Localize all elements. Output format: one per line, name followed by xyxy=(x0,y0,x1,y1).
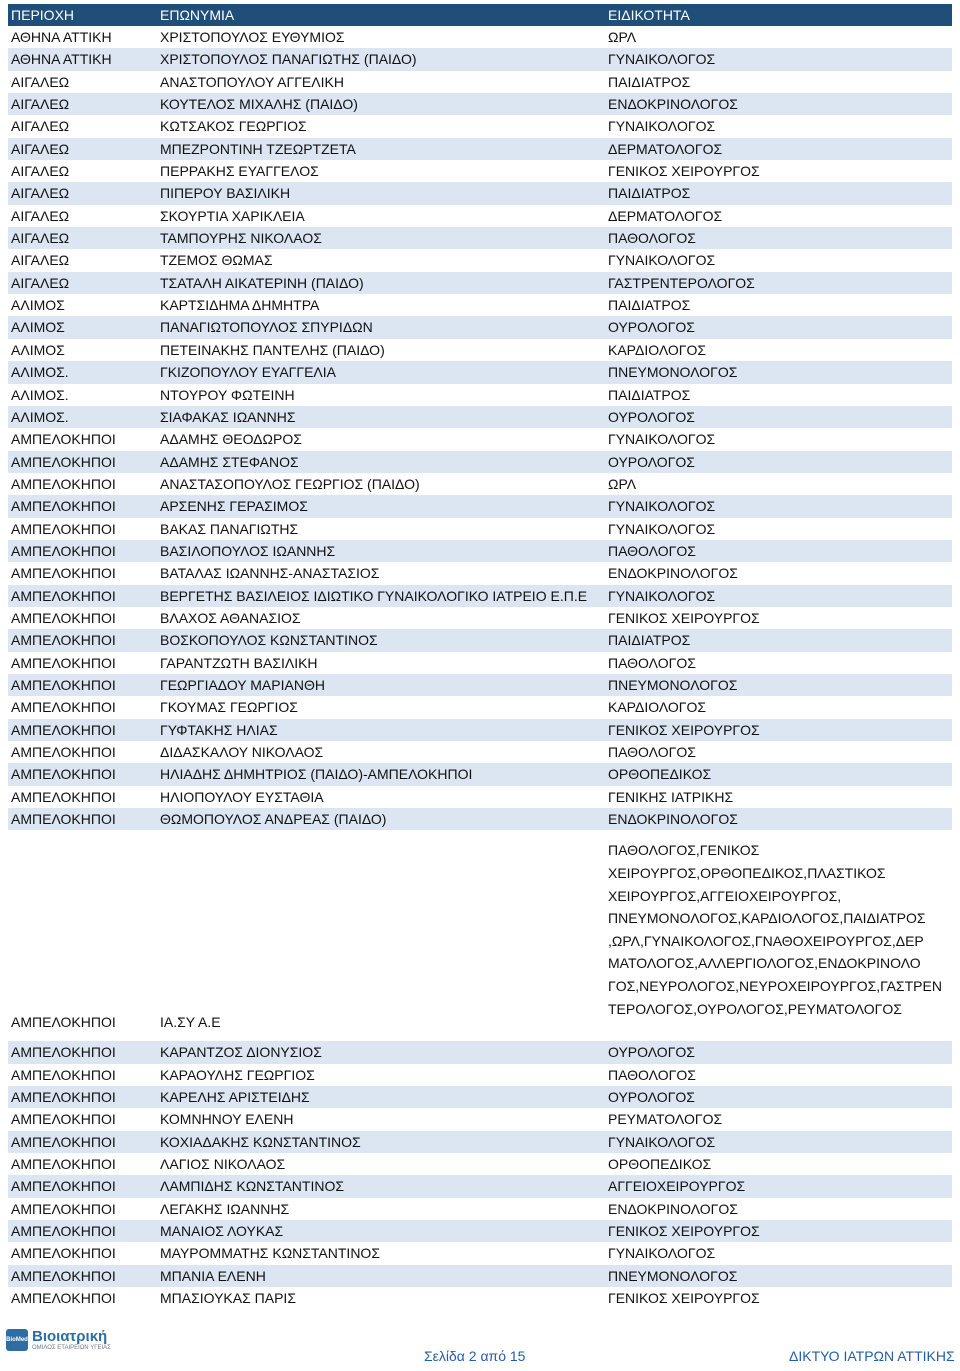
cell-name: ΛΑΓΙΟΣ ΝΙΚΟΛΑΟΣ xyxy=(160,1156,286,1173)
cell-specialty: ΠΑΘΟΛΟΓΟΣ xyxy=(608,542,696,559)
cell-name: ΘΩΜΟΠΟΥΛΟΣ ΑΝΔΡΕΑΣ (ΠΑΙΔΟ) xyxy=(160,811,387,828)
cell-area: ΑΜΠΕΛΟΚΗΠΟΙ xyxy=(11,1290,116,1307)
cell-name: ΚΑΡΑΟΥΛΗΣ ΓΕΩΡΓΙΟΣ xyxy=(160,1066,315,1083)
cell-area: ΑΜΠΕΛΟΚΗΠΟΙ xyxy=(11,1178,116,1195)
cell-name: ΚΟΧΙΑΔΑΚΗΣ ΚΩΝΣΤΑΝΤΙΝΟΣ xyxy=(160,1133,361,1150)
cell-specialty: ΩΡΛ xyxy=(608,475,637,492)
cell-specialty: ΕΝΔΟΚΡΙΝΟΛΟΓΟΣ xyxy=(608,1200,738,1217)
table-row xyxy=(8,205,952,227)
cell-area: ΑΙΓΑΛΕΩ xyxy=(11,185,70,202)
table-row xyxy=(8,1220,952,1242)
cell-specialty: ΠΑΘΟΛΟΓΟΣ xyxy=(608,654,696,671)
table-row xyxy=(8,1175,952,1197)
cell-area: ΑΛΙΜΟΣ. xyxy=(11,408,69,425)
cell-specialty: ΠΝΕΥΜΟΝΟΛΟΓΟΣ xyxy=(608,364,738,381)
cell-area: ΑΜΠΕΛΟΚΗΠΟΙ xyxy=(11,565,116,582)
cell-area: ΑΙΓΑΛΕΩ xyxy=(11,73,70,90)
cell-specialty: ΓΕΝΙΚΟΣ ΧΕΙΡΟΥΡΓΟΣ xyxy=(608,1223,760,1240)
table-body-bottom xyxy=(8,1041,952,1309)
cell-specialty: ΠΑΙΔΙΑΤΡΟΣ xyxy=(608,185,691,202)
cell-name: ΝΤΟΥΡΟΥ ΦΩΤΕΙΝΗ xyxy=(160,386,295,403)
table-row xyxy=(8,652,952,674)
table-row xyxy=(8,227,952,249)
header-name: ΕΠΩΝΥΜΙΑ xyxy=(160,7,235,23)
cell-name: ΒΑΚΑΣ ΠΑΝΑΓΙΩΤΗΣ xyxy=(160,520,299,537)
cell-area: ΑΜΠΕΛΟΚΗΠΟΙ xyxy=(11,587,116,604)
table-row xyxy=(8,585,952,607)
cell-area: ΑΙΓΑΛΕΩ xyxy=(11,230,70,247)
cell-specialty: ΔΕΡΜΑΤΟΛΟΓΟΣ xyxy=(608,140,723,157)
cell-specialty: ΓΥΝΑΙΚΟΛΟΓΟΣ xyxy=(608,520,716,537)
cell-name: ΤΑΜΠΟΥΡΗΣ ΝΙΚΟΛΑΟΣ xyxy=(160,230,322,247)
specialty-line: ΧΕΙΡΟΥΡΓΟΣ,ΑΓΓΕΙΟΧΕΙΡΟΥΡΓΟΣ, xyxy=(608,887,842,904)
cell-name: ΒΑΣΙΛΟΠΟΥΛΟΣ ΙΩΑΝΝΗΣ xyxy=(160,542,336,559)
cell-area: ΑΜΠΕΛΟΚΗΠΟΙ xyxy=(11,498,116,515)
cell-name: ΜΠΑΣΙΟΥΚΑΣ ΠΑΡΙΣ xyxy=(160,1290,296,1307)
cell-specialty: ΓΥΝΑΙΚΟΛΟΓΟΣ xyxy=(608,252,716,269)
table-row xyxy=(8,115,952,137)
cell-area: ΑΜΠΕΛΟΚΗΠΟΙ xyxy=(11,1245,116,1262)
table-header xyxy=(8,4,952,26)
table-row xyxy=(8,1041,952,1063)
cell-area: ΑΜΠΕΛΟΚΗΠΟΙ xyxy=(11,542,116,559)
cell-name: ΓΕΩΡΓΙΑΔΟΥ ΜΑΡΙΑΝΘΗ xyxy=(160,676,325,693)
table-row xyxy=(8,786,952,808)
cell-specialty: ΠΑΘΟΛΟΓΟΣ xyxy=(608,1066,696,1083)
cell-name: ΚΩΤΣΑΚΟΣ ΓΕΩΡΓΙΟΣ xyxy=(160,118,307,135)
cell-name: ΗΛΙΑΔΗΣ ΔΗΜΗΤΡΙΟΣ (ΠΑΙΔΟ)-ΑΜΠΕΛΟΚΗΠΟΙ xyxy=(160,766,473,783)
table-row xyxy=(8,138,952,160)
cell-name: ΑΡΣΕΝΗΣ ΓΕΡΑΣΙΜΟΣ xyxy=(160,498,308,515)
cell-specialty: ΔΕΡΜΑΤΟΛΟΓΟΣ xyxy=(608,207,723,224)
table-row xyxy=(8,629,952,651)
logo-name: Βιοιατρική xyxy=(32,1328,108,1345)
cell-name: ΠΕΡΡΑΚΗΣ ΕΥΑΓΓΕΛΟΣ xyxy=(160,163,319,180)
cell-name: ΒΕΡΓΕΤΗΣ ΒΑΣΙΛΕΙΟΣ ΙΔΙΩΤΙΚΟ ΓΥΝΑΙΚΟΛΟΓΙΚΟ ΙΑΤΡΕΙΟ Ε.Π.Ε xyxy=(160,587,588,604)
cell-specialty: ΓΥΝΑΙΚΟΛΟΓΟΣ xyxy=(608,1245,716,1262)
table-row xyxy=(8,1086,952,1108)
cell-area: ΑΜΠΕΛΟΚΗΠΟΙ xyxy=(11,676,116,693)
cell-specialty: ΓΕΝΙΚΟΣ ΧΕΙΡΟΥΡΓΟΣ xyxy=(608,609,760,626)
table-row xyxy=(8,473,952,495)
cell-name: ΜΑΝΑΙΟΣ ΛΟΥΚΑΣ xyxy=(160,1223,284,1240)
cell-specialty: ΟΥΡΟΛΟΓΟΣ xyxy=(608,1089,695,1106)
logo xyxy=(6,1328,111,1351)
cell-area: ΑΜΠΕΛΟΚΗΠΟΙ xyxy=(11,1267,116,1284)
cell-area: ΑΜΠΕΛΟΚΗΠΟΙ xyxy=(11,1089,116,1106)
cell-area: ΑΙΓΑΛΕΩ xyxy=(11,140,70,157)
cell-area: ΑΜΠΕΛΟΚΗΠΟΙ xyxy=(11,744,116,760)
table-row xyxy=(8,1108,952,1130)
cell-specialty: ΓΕΝΙΚΗΣ ΙΑΤΡΙΚΗΣ xyxy=(608,788,734,805)
table-row xyxy=(8,48,952,70)
cell-area: ΑΜΠΕΛΟΚΗΠΟΙ xyxy=(11,699,116,716)
table-row xyxy=(8,1064,952,1086)
table-row xyxy=(8,406,952,428)
cell-specialty: ΠΝΕΥΜΟΝΟΛΟΓΟΣ xyxy=(608,1267,738,1284)
table-row xyxy=(8,182,952,204)
cell-area: ΑΙΓΑΛΕΩ xyxy=(11,96,70,113)
cell-area: ΑΘΗΝΑ ΑΤΤΙΚΗ xyxy=(11,51,112,68)
cell-name: ΓΑΡΑΝΤΖΩΤΗ ΒΑΣΙΛΙΚΗ xyxy=(160,654,318,671)
table-row xyxy=(8,495,952,517)
table-row xyxy=(8,540,952,562)
cell-specialty: ΓΥΝΑΙΚΟΛΟΓΟΣ xyxy=(608,587,716,604)
cell-area: ΑΙΓΑΛΕΩ xyxy=(11,207,70,224)
table-row xyxy=(8,1153,952,1175)
cell-area: ΑΘΗΝΑ ΑΤΤΙΚΗ xyxy=(11,29,112,45)
cell-specialty xyxy=(608,839,942,1020)
table-row xyxy=(8,1198,952,1220)
cell-area: ΑΜΠΕΛΟΚΗΠΟΙ xyxy=(11,721,116,738)
table-row xyxy=(8,719,952,741)
cell-area: ΑΜΠΕΛΟΚΗΠΟΙ xyxy=(11,632,116,649)
cell-specialty: ΓΑΣΤΡΕΝΤΕΡΟΛΟΓΟΣ xyxy=(608,274,755,291)
cell-area: ΑΜΠΕΛΟΚΗΠΟΙ xyxy=(11,453,116,470)
cell-area: ΑΛΙΜΟΣ. xyxy=(11,386,69,403)
table-body-top xyxy=(8,26,952,830)
cell-name: ΜΠΕΖΡΟΝΤΙΝΗ ΤΖΕΩΡΤΖΕΤΑ xyxy=(160,140,356,157)
cell-area: ΑΜΠΕΛΟΚΗΠΟΙ xyxy=(11,609,116,626)
cell-specialty: ΓΥΝΑΙΚΟΛΟΓΟΣ xyxy=(608,118,716,135)
cell-area: ΑΙΓΑΛΕΩ xyxy=(11,118,70,135)
cell-specialty: ΠΑΙΔΙΑΤΡΟΣ xyxy=(608,386,691,403)
cell-name: ΛΑΜΠΙΔΗΣ ΚΩΝΣΤΑΝΤΙΝΟΣ xyxy=(160,1178,344,1195)
cell-area: ΑΛΙΜΟΣ xyxy=(11,297,65,314)
cell-area: ΑΜΠΕΛΟΚΗΠΟΙ xyxy=(11,1200,116,1217)
page-number: Σελίδα 2 από 15 xyxy=(424,1348,526,1364)
cell-area: ΑΜΠΕΛΟΚΗΠΟΙ xyxy=(11,520,116,537)
specialty-line: ΧΕΙΡΟΥΡΓΟΣ,ΟΡΘΟΠΕΔΙΚΟΣ,ΠΛΑΣΤΙΚΟΣ xyxy=(608,864,886,881)
cell-specialty: ΠΑΘΟΛΟΓΟΣ xyxy=(608,230,696,247)
logo-icon: BioMed xyxy=(6,1329,28,1351)
table-row xyxy=(8,1242,952,1264)
cell-name: ΠΑΝΑΓΙΩΤΟΠΟΥΛΟΣ ΣΠΥΡΙΔΩΝ xyxy=(160,319,373,336)
cell-name: ΧΡΙΣΤΟΠΟΥΛΟΣ ΠΑΝΑΓΙΩΤΗΣ (ΠΑΙΔΟ) xyxy=(160,51,417,68)
cell-specialty: ΑΓΓΕΙΟΧΕΙΡΟΥΡΓΟΣ xyxy=(608,1178,746,1195)
cell-area: ΑΜΠΕΛΟΚΗΠΟΙ xyxy=(11,431,116,448)
table-row xyxy=(8,93,952,115)
cell-specialty: ΓΥΝΑΙΚΟΛΟΓΟΣ xyxy=(608,1133,716,1150)
specialty-line: ,ΩΡΛ,ΓΥΝΑΙΚΟΛΟΓΟΣ,ΓΝΑΘΟΧΕΙΡΟΥΡΓΟΣ,ΔΕΡ xyxy=(608,932,924,949)
cell-name: ΗΛΙΟΠΟΥΛΟΥ ΕΥΣΤΑΘΙΑ xyxy=(160,788,324,805)
cell-specialty: ΟΡΘΟΠΕΔΙΚΟΣ xyxy=(608,1156,712,1173)
cell-specialty: ΟΥΡΟΛΟΓΟΣ xyxy=(608,408,695,425)
cell-area: ΑΜΠΕΛΟΚΗΠΟΙ xyxy=(11,1156,116,1173)
table-row xyxy=(8,361,952,383)
cell-specialty: ΠΑΙΔΙΑΤΡΟΣ xyxy=(608,297,691,314)
cell-specialty: ΚΑΡΔΙΟΛΟΓΟΣ xyxy=(608,341,707,358)
cell-area: ΑΜΠΕΛΟΚΗΠΟΙ xyxy=(11,654,116,671)
cell-specialty: ΓΕΝΙΚΟΣ ΧΕΙΡΟΥΡΓΟΣ xyxy=(608,163,760,180)
table-row xyxy=(8,607,952,629)
cell-area: ΑΛΙΜΟΣ. xyxy=(11,364,69,381)
cell-specialty: ΟΥΡΟΛΟΓΟΣ xyxy=(608,1044,695,1061)
table-row xyxy=(8,26,952,48)
table-row xyxy=(8,272,952,294)
table-row xyxy=(8,71,952,93)
table-row xyxy=(8,741,952,763)
doctors-table xyxy=(8,4,952,1310)
specialty-line: ΤΕΡΟΛΟΓΟΣ,ΟΥΡΟΛΟΓΟΣ,ΡΕΥΜΑΤΟΛΟΓΟΣ xyxy=(608,1000,902,1017)
cell-name: ΚΑΡΤΣΙΔΗΜΑ ΔΗΜΗΤΡΑ xyxy=(160,297,320,314)
cell-name: ΣΙΑΦΑΚΑΣ ΙΩΑΝΝΗΣ xyxy=(160,408,296,425)
cell-specialty: ΩΡΛ xyxy=(608,29,637,45)
table-row xyxy=(8,160,952,182)
cell-area: ΑΙΓΑΛΕΩ xyxy=(11,274,70,291)
cell-name: ΒΟΣΚΟΠΟΥΛΟΣ ΚΩΝΣΤΑΝΤΙΝΟΣ xyxy=(160,632,378,649)
cell-name: ΠΙΠΕΡΟΥ ΒΑΣΙΛΙΚΗ xyxy=(160,185,291,202)
cell-area: ΑΜΠΕΛΟΚΗΠΟΙ xyxy=(11,766,116,783)
cell-specialty: ΠΑΘΟΛΟΓΟΣ xyxy=(608,744,696,760)
table-row xyxy=(8,294,952,316)
specialty-line: ΠΑΘΟΛΟΓΟΣ,ΓΕΝΙΚΟΣ xyxy=(608,842,760,859)
cell-name: ΔΙΔΑΣΚΑΛΟΥ ΝΙΚΟΛΑΟΣ xyxy=(160,744,324,760)
cell-name: ΜΠΑΝΙΑ ΕΛΕΝΗ xyxy=(160,1267,266,1284)
network-title: ΔΙΚΤΥΟ ΙΑΤΡΩΝ ΑΤΤΙΚΗΣ xyxy=(789,1348,955,1364)
cell-area: ΑΜΠΕΛΟΚΗΠΟΙ xyxy=(11,1111,116,1128)
cell-area: ΑΜΠΕΛΟΚΗΠΟΙ xyxy=(11,788,116,805)
cell-name: ΒΛΑΧΟΣ ΑΘΑΝΑΣΙΟΣ xyxy=(160,609,301,626)
cell-specialty: ΓΥΝΑΙΚΟΛΟΓΟΣ xyxy=(608,51,716,68)
cell-name: ΑΝΑΣΤΟΠΟΥΛΟΥ ΑΓΓΕΛΙΚΗ xyxy=(160,73,344,90)
table-row xyxy=(8,1287,952,1309)
table-row xyxy=(8,451,952,473)
cell-name: ΑΔΑΜΗΣ ΘΕΟΔΩΡΟΣ xyxy=(160,431,302,448)
page-footer xyxy=(0,1326,960,1366)
cell-area: ΑΛΙΜΟΣ xyxy=(11,319,65,336)
cell-area: ΑΜΠΕΛΟΚΗΠΟΙ xyxy=(11,1223,116,1240)
table-row xyxy=(8,339,952,361)
cell-specialty: ΕΝΔΟΚΡΙΝΟΛΟΓΟΣ xyxy=(608,565,738,582)
cell-name: ΚΟΜΝΗΝΟΥ ΕΛΕΝΗ xyxy=(160,1111,294,1128)
cell-area: ΑΛΙΜΟΣ xyxy=(11,341,65,358)
cell-specialty: ΕΝΔΟΚΡΙΝΟΛΟΓΟΣ xyxy=(608,811,738,828)
table-row xyxy=(8,763,952,785)
table-row xyxy=(8,428,952,450)
cell-name: ΓΚΙΖΟΠΟΥΛΟΥ ΕΥΑΓΓΕΛΙΑ xyxy=(160,364,337,381)
cell-name: ΛΕΓΑΚΗΣ ΙΩΑΝΝΗΣ xyxy=(160,1200,290,1217)
cell-area: ΑΜΠΕΛΟΚΗΠΟΙ xyxy=(11,1044,116,1061)
cell-name: ΚΟΥΤΕΛΟΣ ΜΙΧΑΛΗΣ (ΠΑΙΔΟ) xyxy=(160,96,358,113)
cell-specialty: ΓΥΝΑΙΚΟΛΟΓΟΣ xyxy=(608,431,716,448)
cell-name: ΜΑΥΡΟΜΜΑΤΗΣ ΚΩΝΣΤΑΝΤΙΝΟΣ xyxy=(160,1245,380,1262)
table-row xyxy=(8,674,952,696)
cell-area: ΑΙΓΑΛΕΩ xyxy=(11,252,70,269)
header-area: ΠΕΡΙΟΧΗ xyxy=(11,7,75,23)
cell-area: ΑΜΠΕΛΟΚΗΠΟΙ xyxy=(11,1133,116,1150)
cell-area: ΑΜΠΕΛΟΚΗΠΟΙ xyxy=(11,1066,116,1083)
cell-area: ΑΜΠΕΛΟΚΗΠΟΙ xyxy=(11,811,116,828)
cell-name: ΣΚΟΥΡΤΙΑ ΧΑΡΙΚΛΕΙΑ xyxy=(160,207,305,224)
specialty-line: ΜΑΤΟΛΟΓΟΣ,ΑΛΛΕΡΓΙΟΛΟΓΟΣ,ΕΝΔΟΚΡΙΝΟΛΟ xyxy=(608,955,921,972)
cell-specialty: ΓΕΝΙΚΟΣ ΧΕΙΡΟΥΡΓΟΣ xyxy=(608,1290,760,1307)
cell-name: ΒΑΤΑΛΑΣ ΙΩΑΝΝΗΣ-ΑΝΑΣΤΑΣΙΟΣ xyxy=(160,565,380,582)
cell-name: ΓΚΟΥΜΑΣ ΓΕΩΡΓΙΟΣ xyxy=(160,699,298,716)
cell-name: ΓΥΦΤΑΚΗΣ ΗΛΙΑΣ xyxy=(160,721,278,738)
cell-name: ΑΔΑΜΗΣ ΣΤΕΦΑΝΟΣ xyxy=(160,453,299,470)
table-row xyxy=(8,316,952,338)
cell-specialty: ΕΝΔΟΚΡΙΝΟΛΟΓΟΣ xyxy=(608,96,738,113)
cell-specialty: ΡΕΥΜΑΤΟΛΟΓΟΣ xyxy=(608,1111,723,1128)
cell-specialty: ΚΑΡΔΙΟΛΟΓΟΣ xyxy=(608,699,707,716)
cell-specialty: ΟΥΡΟΛΟΓΟΣ xyxy=(608,453,695,470)
table-row xyxy=(8,562,952,584)
cell-area: ΑΜΠΕΛΟΚΗΠΟΙ xyxy=(11,475,116,492)
cell-specialty: ΠΝΕΥΜΟΝΟΛΟΓΟΣ xyxy=(608,676,738,693)
table-row xyxy=(8,1131,952,1153)
cell-name: ΚΑΡΑΝΤΖΟΣ ΔΙΟΝΥΣΙΟΣ xyxy=(160,1044,322,1061)
cell-specialty: ΠΑΙΔΙΑΤΡΟΣ xyxy=(608,73,691,90)
header-specialty: ΕΙΔΙΚΟΤΗΤΑ xyxy=(608,7,690,23)
table-row xyxy=(8,1265,952,1287)
cell-name: ΤΣΑΤΑΛΗ ΑΙΚΑΤΕΡΙΝΗ (ΠΑΙΔΟ) xyxy=(160,274,364,291)
cell-name: ΚΑΡΕΛΗΣ ΑΡΙΣΤΕΙΔΗΣ xyxy=(160,1089,310,1106)
specialty-line: ΠΝΕΥΜΟΝΟΛΟΓΟΣ,ΚΑΡΔΙΟΛΟΓΟΣ,ΠΑΙΔΙΑΤΡΟΣ xyxy=(608,910,926,927)
cell-specialty: ΓΕΝΙΚΟΣ ΧΕΙΡΟΥΡΓΟΣ xyxy=(608,721,760,738)
cell-specialty: ΟΥΡΟΛΟΓΟΣ xyxy=(608,319,695,336)
cell-name: ΧΡΙΣΤΟΠΟΥΛΟΣ ΕΥΘΥΜΙΟΣ xyxy=(160,29,345,45)
table-row xyxy=(8,839,952,1041)
cell-name: ΠΕΤΕΙΝΑΚΗΣ ΠΑΝΤΕΛΗΣ (ΠΑΙΔΟ) xyxy=(160,341,385,358)
logo-subtitle: ΟΜΙΛΟΣ ΕΤΑΙΡΕΙΩΝ ΥΓΕΙΑΣ xyxy=(32,1345,111,1351)
cell-name: ΤΖΕΜΟΣ ΘΩΜΑΣ xyxy=(160,252,273,269)
cell-name: ΑΝΑΣΤΑΣΟΠΟΥΛΟΣ ΓΕΩΡΓΙΟΣ (ΠΑΙΔΟ) xyxy=(160,475,420,492)
cell-specialty: ΟΡΘΟΠΕΔΙΚΟΣ xyxy=(608,766,712,783)
cell-area: ΑΜΠΕΛΟΚΗΠΟΙ xyxy=(11,1014,116,1031)
cell-name: ΙΑ.ΣΥ Α.Ε xyxy=(160,1014,221,1031)
table-row xyxy=(8,696,952,718)
table-row xyxy=(8,518,952,540)
table-row xyxy=(8,808,952,830)
table-row xyxy=(8,384,952,406)
specialty-line: ΓΟΣ,ΝΕΥΡΟΛΟΓΟΣ,ΝΕΥΡΟΧΕΙΡΟΥΡΓΟΣ,ΓΑΣΤΡΕΝ xyxy=(608,977,942,994)
table-row xyxy=(8,249,952,271)
cell-specialty: ΓΥΝΑΙΚΟΛΟΓΟΣ xyxy=(608,498,716,515)
cell-specialty: ΠΑΙΔΙΑΤΡΟΣ xyxy=(608,632,691,649)
cell-area: ΑΙΓΑΛΕΩ xyxy=(11,163,70,180)
